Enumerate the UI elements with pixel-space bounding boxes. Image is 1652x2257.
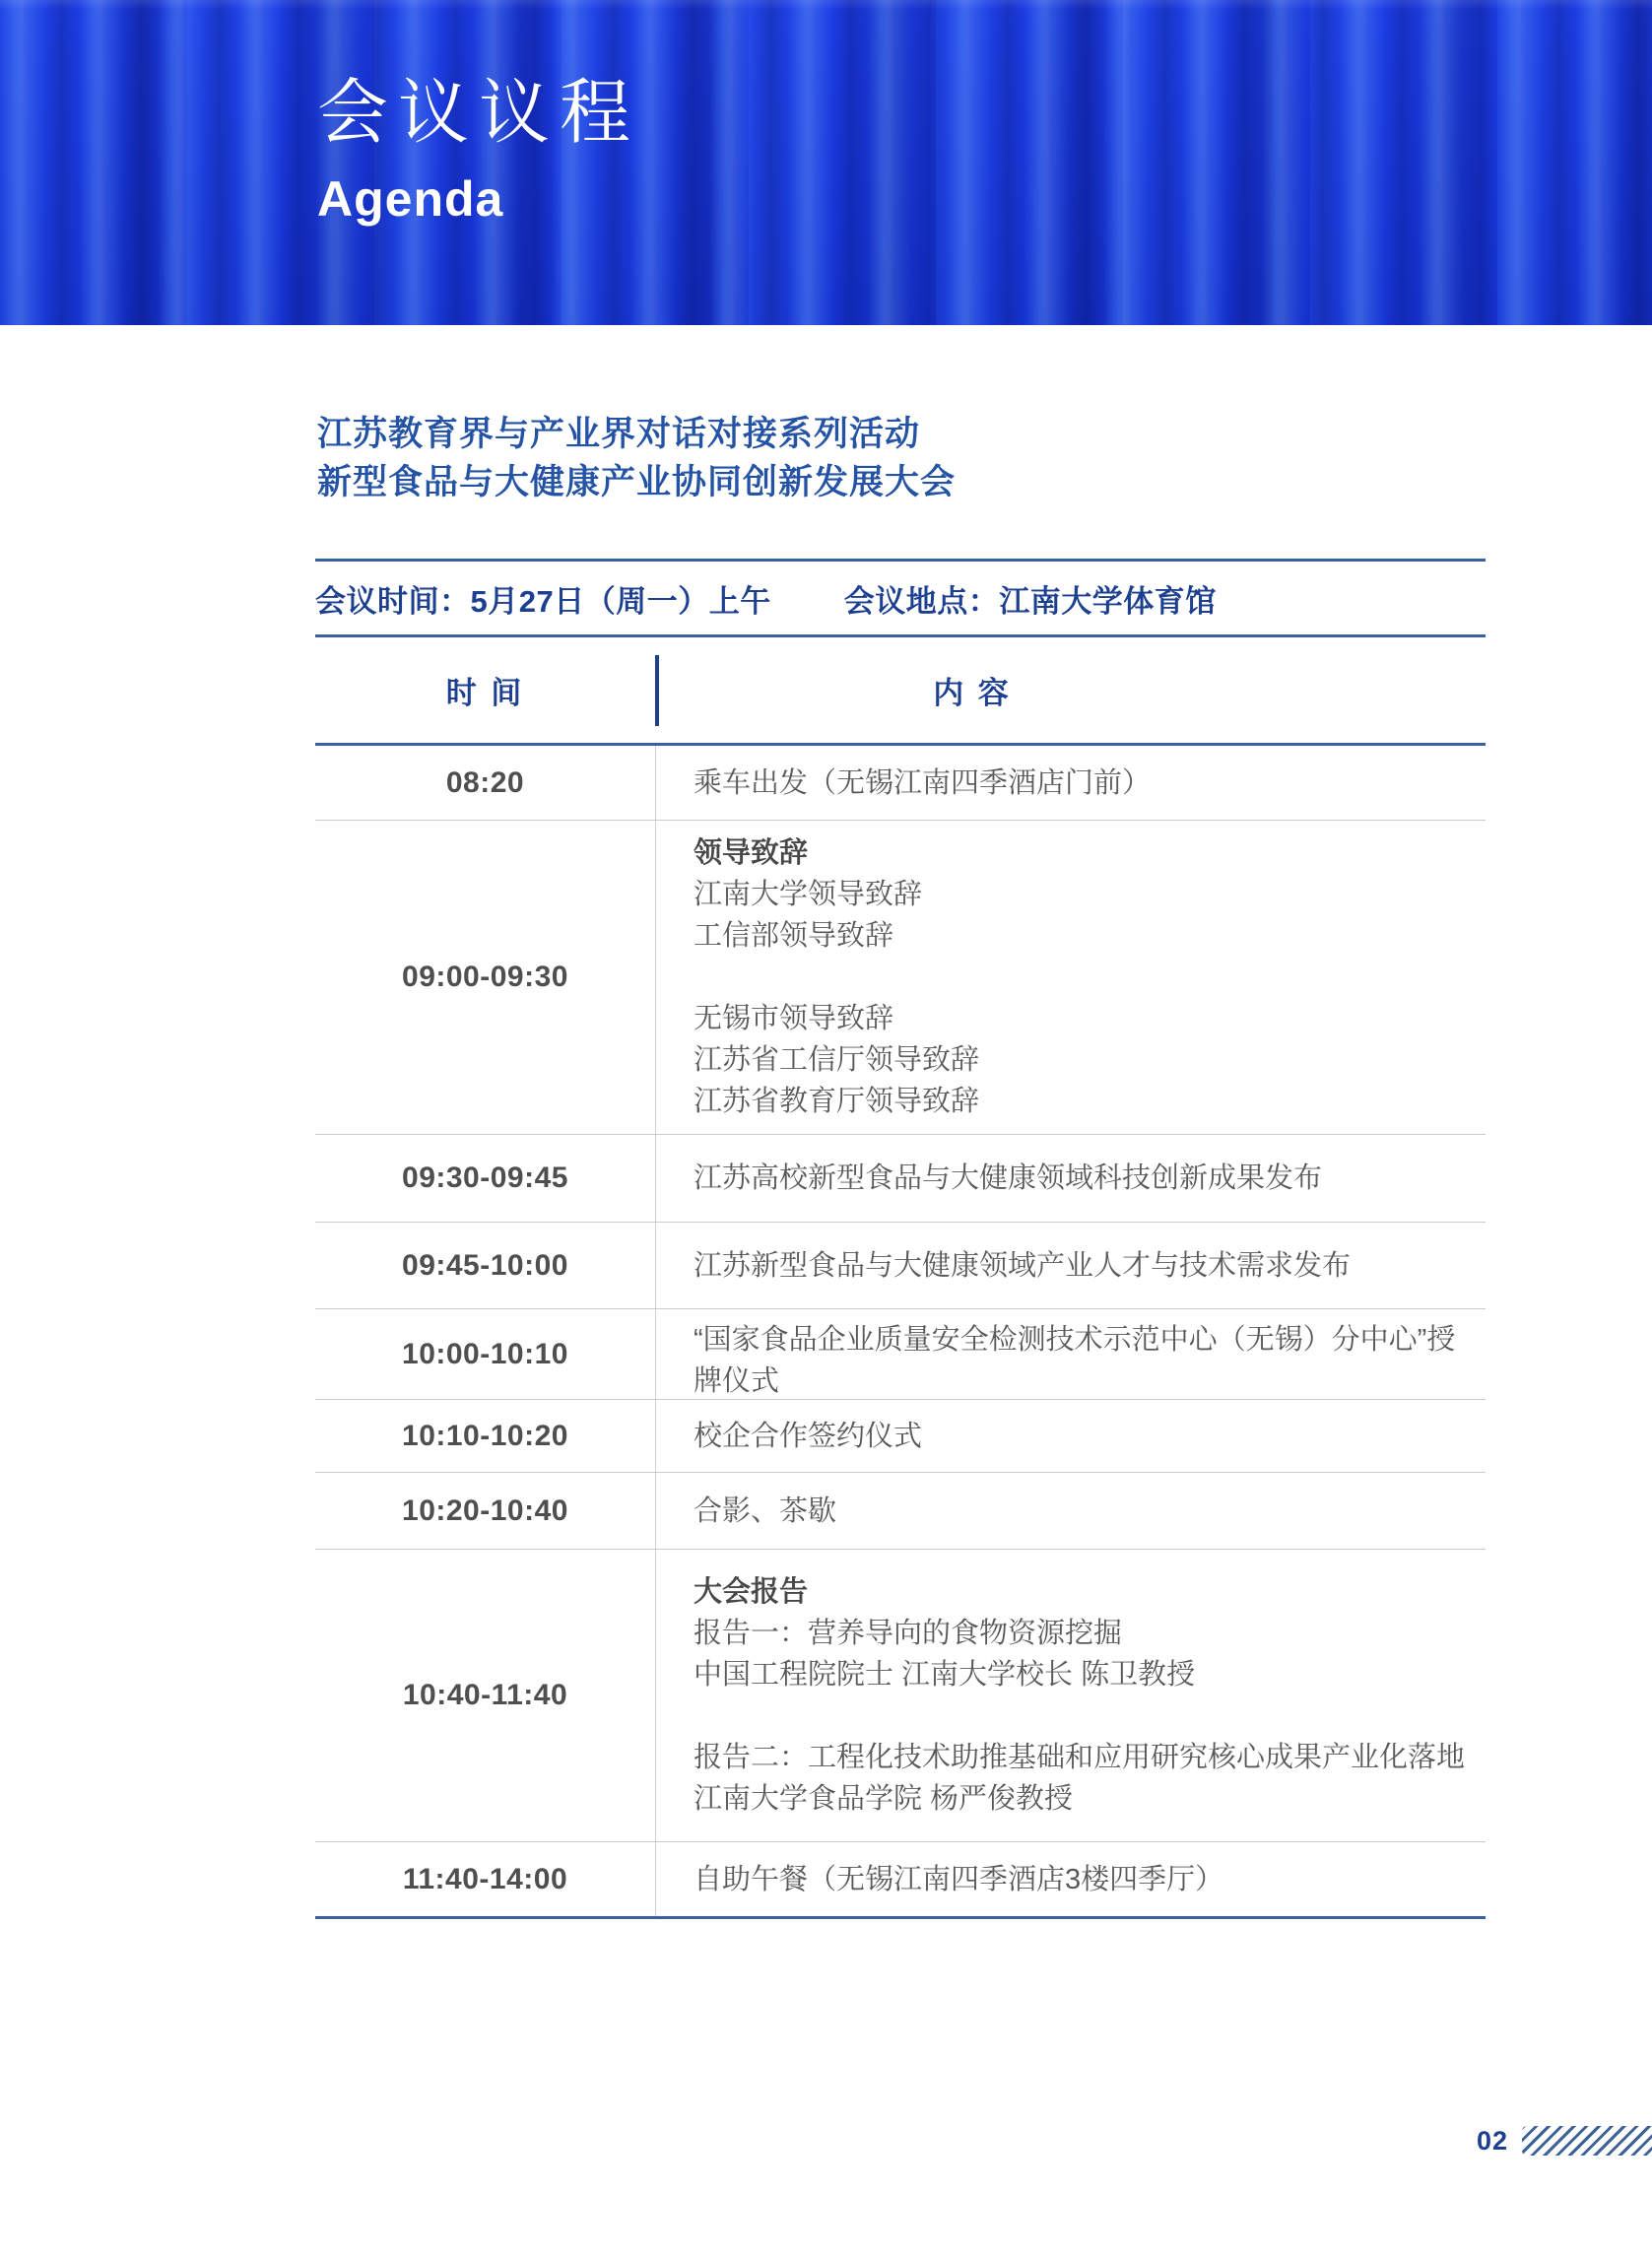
agenda-line: 报告一：营养导向的食物资源挖掘 [694,1618,1123,1649]
table-row [315,1309,1486,1400]
table-row [315,821,1486,1135]
agenda-line: “国家食品企业质量安全检测技术示范中心（无锡）分中心”授牌仪式 [694,1324,1456,1397]
table-header-content: 内 容 [933,676,1012,710]
agenda-time: 09:00-09:30 [402,961,568,993]
agenda-content [655,1135,1486,1222]
table-header-time: 时 间 [445,676,525,710]
agenda-content [655,821,1486,1134]
table-row [315,746,1486,821]
banner-title-en: Agenda [317,171,504,228]
agenda-time: 10:20-10:40 [402,1494,568,1527]
agenda-line: 江南大学食品学院 杨严俊教授 [694,1783,1074,1815]
page-footer [1477,2120,1652,2161]
agenda-time: 08:20 [445,765,525,799]
agenda-content [655,746,1486,820]
agenda-time: 09:30-09:45 [402,1162,568,1194]
agenda-line: 江苏省教育厅领导致辞 [694,1086,980,1117]
event-title [317,410,956,506]
agenda-table [315,637,1486,1919]
agenda-time: 10:40-11:40 [402,1679,568,1711]
agenda-line: 校企合作签约仪式 [694,1420,923,1452]
meeting-location: 会议地点：江南大学体育馆 [843,583,1217,619]
agenda-line: 中国工程院院士 江南大学校长 陈卫教授 [694,1659,1196,1691]
agenda-content [655,1842,1486,1916]
table-row [315,1223,1486,1309]
table-row [315,1842,1486,1919]
banner [0,0,1652,325]
agenda-line [694,1695,1470,1737]
table-row [315,1400,1486,1473]
agenda-line: 大会报告 [694,1576,809,1608]
table-body [315,746,1486,1919]
agenda-content [655,1309,1486,1399]
banner-title-cn: 会议议程 [317,74,641,153]
event-title-line2: 新型食品与大健康产业协同创新发展大会 [317,463,957,501]
event-title-line1: 江苏教育界与产业界对话对接系列活动 [317,415,921,453]
agenda-line: 工信部领导致辞 [694,920,894,952]
stripe-decoration-icon [1522,2126,1652,2156]
agenda-time: 09:45-10:00 [402,1248,568,1282]
agenda-time: 11:40-14:00 [402,1862,568,1895]
agenda-line: 江苏新型食品与大健康领域产业人才与技术需求发布 [694,1249,1352,1282]
agenda-line: 报告二：工程化技术助推基础和应用研究核心成果产业化落地 [694,1742,1466,1773]
meeting-info-bar [315,559,1486,637]
table-row [315,1135,1486,1223]
agenda-line: 江南大学领导致辞 [694,879,923,910]
agenda-content [655,1550,1486,1841]
agenda-line: 自助午餐（无锡江南四季酒店3楼四季厅） [694,1863,1224,1895]
table-header-row [315,637,1486,746]
agenda-line: 领导致辞 [694,837,809,869]
agenda-line: 合影、茶歇 [694,1494,837,1527]
agenda-line [694,957,1470,998]
meeting-time: 会议时间：5月27日（周一）上午 [315,583,771,619]
agenda-line: 江苏高校新型食品与大健康领域科技创新成果发布 [694,1162,1323,1194]
agenda-time: 10:00-10:10 [402,1337,568,1370]
banner-text [317,74,641,228]
page-number: 02 [1476,2125,1508,2156]
agenda-time: 10:10-10:20 [402,1419,568,1452]
agenda-line: 江苏省工信厅领导致辞 [694,1044,980,1076]
agenda-content [655,1400,1486,1472]
agenda-content [655,1223,1486,1308]
agenda-line: 乘车出发（无锡江南四季酒店门前） [694,766,1152,799]
agenda-content [655,1473,1486,1549]
table-row [315,1473,1486,1550]
agenda-line: 无锡市领导致辞 [694,1003,894,1034]
table-row [315,1550,1486,1842]
